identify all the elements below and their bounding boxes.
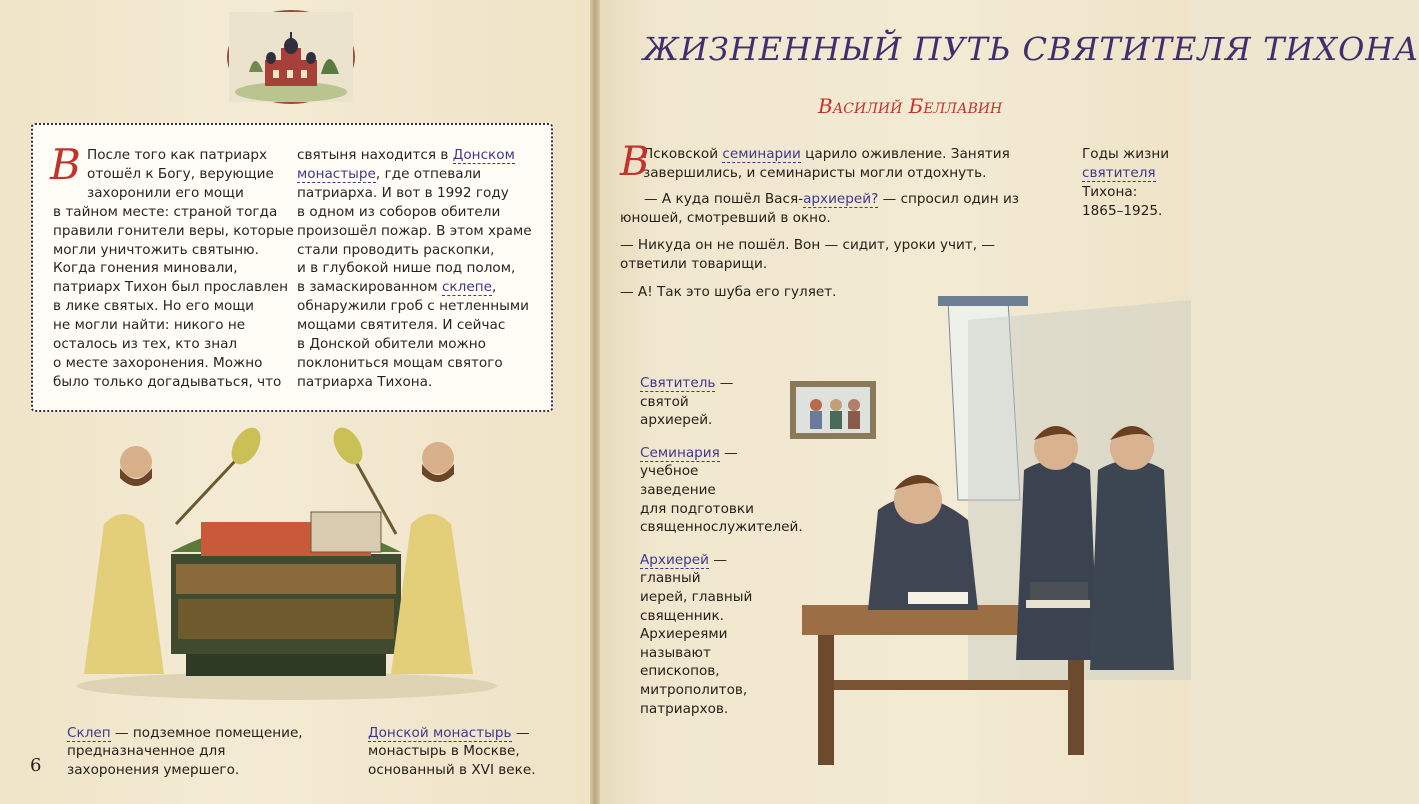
text-fragment: , где отпевали [375, 165, 482, 182]
footnote-line [368, 724, 568, 742]
book-gutter [590, 0, 600, 804]
text-line [297, 146, 537, 165]
text-fragment: — А куда пошёл Вася- [644, 191, 804, 207]
gloss-term-donskoy: Донской монастырь [368, 725, 512, 741]
text-line [1082, 164, 1182, 183]
text-line: Архиереями [640, 626, 728, 643]
text-line: завершились, и семинаристы могли отдохнуть. [643, 165, 987, 181]
text-line: мощами святителя. И сейчас [297, 317, 506, 334]
text-line: 1865–1925. [1082, 203, 1163, 219]
priests-drawing [66, 424, 508, 704]
gloss-link-donskoy[interactable]: Донском [452, 147, 515, 163]
text-line: священник. [640, 607, 724, 624]
page-title: ЖИЗНЕННЫЙ ПУТЬ СВЯТИТЕЛЯ ТИХОНА [643, 30, 1419, 68]
textbox-column-2 [297, 146, 537, 392]
text-line: Тихона: [1082, 184, 1138, 200]
definition-seminaria [640, 444, 803, 537]
page-number: 6 [30, 755, 42, 776]
church-medallion-illustration [227, 10, 355, 104]
text-line: патриарх Тихон был прославлен [53, 279, 289, 296]
text-line: не могли найти: никого не [53, 317, 246, 334]
definition-heading [640, 551, 790, 570]
text-line: Когда гонения миновали, [53, 260, 238, 277]
text-line: — А! Так это шуба его гуляет. [620, 284, 837, 300]
dropcap-letter: В [50, 140, 81, 189]
seminarists-illustration [798, 300, 1191, 770]
text-fragment: — спросил один из [878, 191, 1020, 207]
text-fragment: — подземное помещение, [110, 725, 303, 741]
text-fragment: , [491, 279, 497, 296]
text-line: патриарха Тихона. [297, 373, 433, 390]
story-textbox [31, 123, 553, 412]
story-paragraph [620, 236, 1040, 274]
text-line: Годы жизни [1082, 146, 1170, 162]
gloss-term-arhierei: Архиерей [640, 551, 709, 568]
gloss-link-sklep[interactable]: склепе [441, 279, 492, 296]
story-paragraph [620, 145, 1040, 183]
church-drawing [229, 12, 353, 102]
footnote-line: предназначенное для [67, 743, 226, 760]
text-line: митрополитов, [640, 681, 748, 698]
text-fragment: святыня находится в [297, 147, 453, 163]
footnote-line: монастырь в Москве, [368, 743, 520, 760]
gloss-link-svyatitel[interactable]: святителя [1082, 165, 1156, 181]
text-line: могли уничтожить святыню. [53, 241, 259, 258]
textbox-column-1 [53, 146, 294, 392]
text-line: отошёл к Богу, верующие [87, 165, 274, 182]
text-line: архиерей. [640, 412, 713, 429]
dropcap-letter: В [620, 139, 650, 185]
text-line: заведение [640, 481, 716, 498]
text-line [297, 165, 537, 184]
text-line [643, 145, 1040, 164]
text-line: — Никуда он не пошёл. Вон — сидит, уроки учит, — [620, 237, 996, 253]
text-line: называют [640, 644, 711, 661]
gloss-link-monastery[interactable]: монастыре [297, 165, 376, 182]
text-line [297, 278, 537, 297]
footnote-sklep [67, 724, 357, 779]
text-fragment: — [709, 551, 727, 568]
text-line: обнаружили гроб с нетленными [297, 298, 529, 315]
priests-and-coffin-illustration [66, 424, 508, 704]
text-line: священнослужителей. [640, 519, 803, 536]
definition-svyatitel [640, 374, 790, 430]
text-line: осталось из тех, кто знал [53, 336, 238, 353]
definition-heading [640, 444, 790, 463]
text-line: в Донской обители можно [297, 336, 486, 353]
text-fragment: — [719, 444, 738, 461]
text-line: епископов, [640, 663, 720, 680]
life-years-note [1082, 145, 1182, 221]
page-subtitle: Василий Беллавин [818, 94, 1003, 118]
definition-heading [640, 374, 790, 393]
text-line: захоронили его мощи [87, 184, 244, 201]
text-line: произошёл пожар. В этом храме [297, 222, 532, 239]
text-line: в лике святых. Но его мощи [53, 298, 254, 315]
text-line: для подготовки [640, 500, 754, 517]
definition-arhierei [640, 551, 790, 718]
text-line: иерей, главный [640, 588, 753, 605]
story-paragraph [620, 190, 1040, 228]
text-line: учебное [640, 463, 699, 480]
gloss-term-seminaria: Семинария [640, 444, 720, 461]
text-fragment: Псковской [643, 146, 723, 162]
text-line: правили гонители веры, которые [53, 222, 294, 239]
text-line: и в глубокой нише под полом, [297, 260, 516, 277]
gloss-term-svyatitel: Святитель [640, 375, 716, 391]
text-fragment: — [511, 725, 530, 741]
gloss-link-seminaria[interactable]: семинарии [722, 146, 801, 162]
text-fragment: в замаскированном [297, 279, 442, 296]
text-line: ответили товарищи. [620, 256, 768, 272]
footnote-line: захоронения умершего. [67, 761, 240, 778]
footnote-donskoy [368, 724, 568, 779]
text-line [620, 190, 1040, 209]
text-line: главный [640, 570, 701, 587]
text-line: было только догадываться, что [53, 373, 282, 390]
text-line: в тайном месте: страной тогда [53, 203, 278, 220]
text-line: После того как патриарх [87, 147, 268, 163]
text-line: юношей, смотревший в окно. [620, 210, 831, 226]
text-line: патриархов. [640, 700, 729, 717]
footnote-line [67, 724, 357, 742]
text-line: стали проводить раскопки, [297, 241, 495, 258]
footnote-line: основанный в XVI веке. [368, 761, 536, 778]
gloss-link-arhierei[interactable]: архиерей? [803, 191, 879, 207]
story-text [620, 139, 1040, 302]
seminarists-drawing [798, 300, 1191, 770]
text-line: о месте захоронения. Можно [53, 354, 263, 371]
text-line: поклониться мощам святого [297, 354, 503, 371]
text-fragment: царило оживление. Занятия [800, 146, 1010, 162]
gloss-term-sklep: Склеп [67, 725, 111, 741]
text-fragment: — [715, 375, 734, 391]
text-line: святой [640, 393, 689, 410]
glossary-definitions [640, 374, 803, 732]
text-line: в одном из соборов обители [297, 203, 501, 220]
text-line: патриарха. И вот в 1992 году [297, 184, 509, 201]
